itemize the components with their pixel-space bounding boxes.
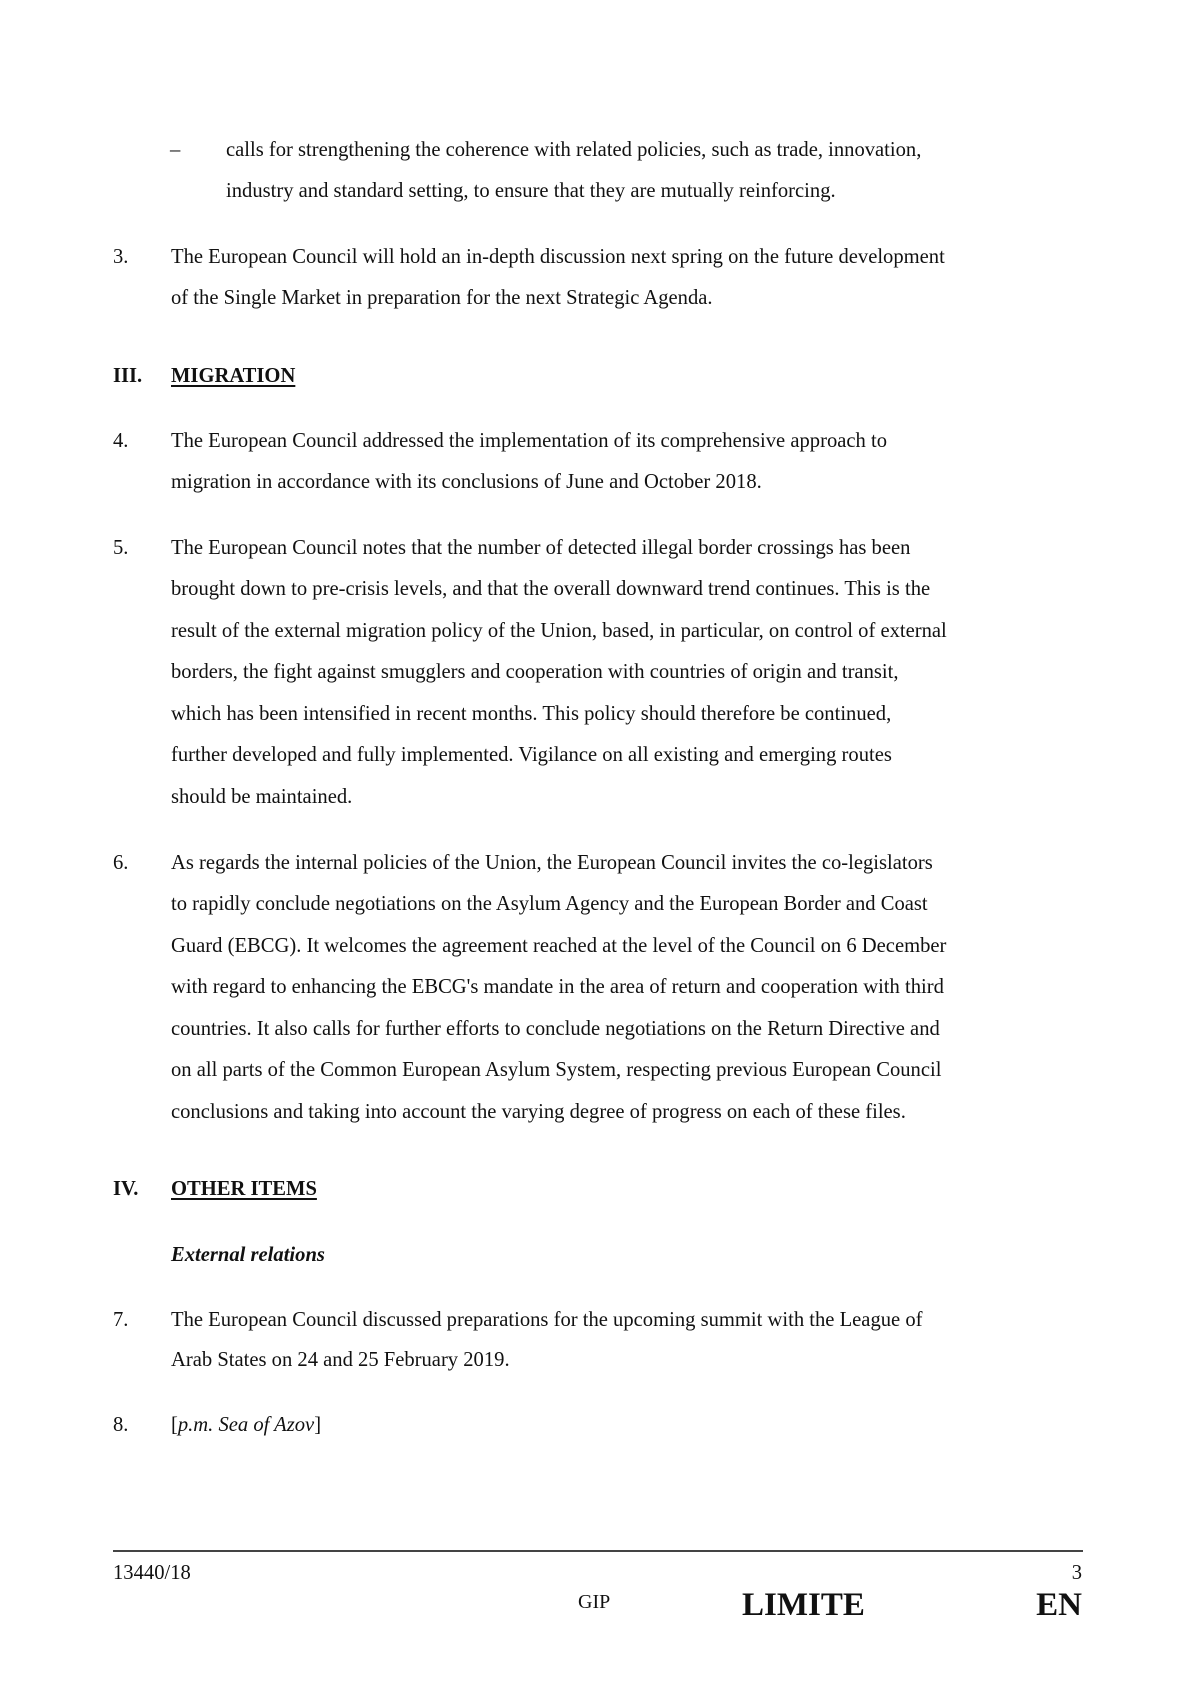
paragraph-line: As regards the internal policies of the Union, the European Council invites the co-legislators [171, 852, 933, 874]
paragraph-line: The European Council addressed the implementation of its comprehensive approach to [171, 430, 887, 452]
paragraph-line: further developed and fully implemented. Vigilance on all existing and emerging routes [171, 744, 892, 766]
bullet-line: industry and standard setting, to ensure that they are mutually reinforcing. [226, 180, 836, 202]
paragraph-number: 7. [113, 1309, 129, 1331]
subheading: External relations [171, 1244, 325, 1266]
section-heading: MIGRATION [171, 365, 296, 387]
paragraph-line: should be maintained. [171, 786, 353, 808]
footer-rule [113, 1550, 1083, 1552]
section-numeral: IV. [113, 1178, 139, 1200]
paragraph-number: 6. [113, 852, 129, 874]
language-code: EN [1036, 1587, 1082, 1623]
paragraph-line: The European Council discussed preparations for the upcoming summit with the League of [171, 1309, 923, 1331]
paragraph-line: on all parts of the Common European Asylum System, respecting previous European Council [171, 1059, 942, 1081]
paragraph-line: result of the external migration policy of the Union, based, in particular, on control of external [171, 620, 947, 642]
paragraph-number: 8. [113, 1414, 129, 1436]
bullet-dash: – [170, 139, 181, 161]
page-number: 3 [1071, 1562, 1082, 1584]
paragraph-number: 5. [113, 537, 129, 559]
paragraph-line: to rapidly conclude negotiations on the Asylum Agency and the European Border and Coast [171, 893, 928, 915]
paragraph-line [171, 1415, 321, 1436]
section-heading: OTHER ITEMS [171, 1178, 317, 1200]
paragraph-line: The European Council notes that the number of detected illegal border crossings has been [171, 537, 911, 559]
placeholder-note: p.m. Sea of Azov [177, 1414, 315, 1436]
paragraph-line: borders, the fight against smugglers and cooperation with countries of origin and transit, [171, 661, 899, 683]
section-numeral: III. [113, 365, 143, 387]
paragraph-line: of the Single Market in preparation for the next Strategic Agenda. [171, 287, 713, 309]
department-code: GIP [578, 1591, 611, 1613]
classification-label: LIMITE [742, 1587, 865, 1623]
paragraph-line: countries. It also calls for further efforts to conclude negotiations on the Return Directive and [171, 1018, 940, 1040]
bullet-line: calls for strengthening the coherence with related policies, such as trade, innovation, [226, 139, 922, 161]
paragraph-number: 4. [113, 430, 129, 452]
paragraph-line: which has been intensified in recent months. This policy should therefore be continued, [171, 703, 892, 725]
paragraph-line: migration in accordance with its conclusions of June and October 2018. [171, 471, 762, 493]
paragraph-line: brought down to pre-crisis levels, and that the overall downward trend continues. This is the [171, 578, 931, 600]
close-bracket: ] [314, 1414, 322, 1436]
paragraph-number: 3. [113, 246, 129, 268]
paragraph-line: Guard (EBCG). It welcomes the agreement reached at the level of the Council on 6 December [171, 935, 947, 957]
paragraph-line: The European Council will hold an in-depth discussion next spring on the future development [171, 246, 945, 268]
doc-reference: 13440/18 [113, 1562, 191, 1584]
paragraph-line: with regard to enhancing the EBCG's mandate in the area of return and cooperation with third [171, 976, 944, 998]
paragraph-line: conclusions and taking into account the varying degree of progress on each of these files. [171, 1101, 906, 1123]
open-bracket: [ [171, 1414, 178, 1436]
paragraph-line: Arab States on 24 and 25 February 2019. [171, 1349, 510, 1371]
